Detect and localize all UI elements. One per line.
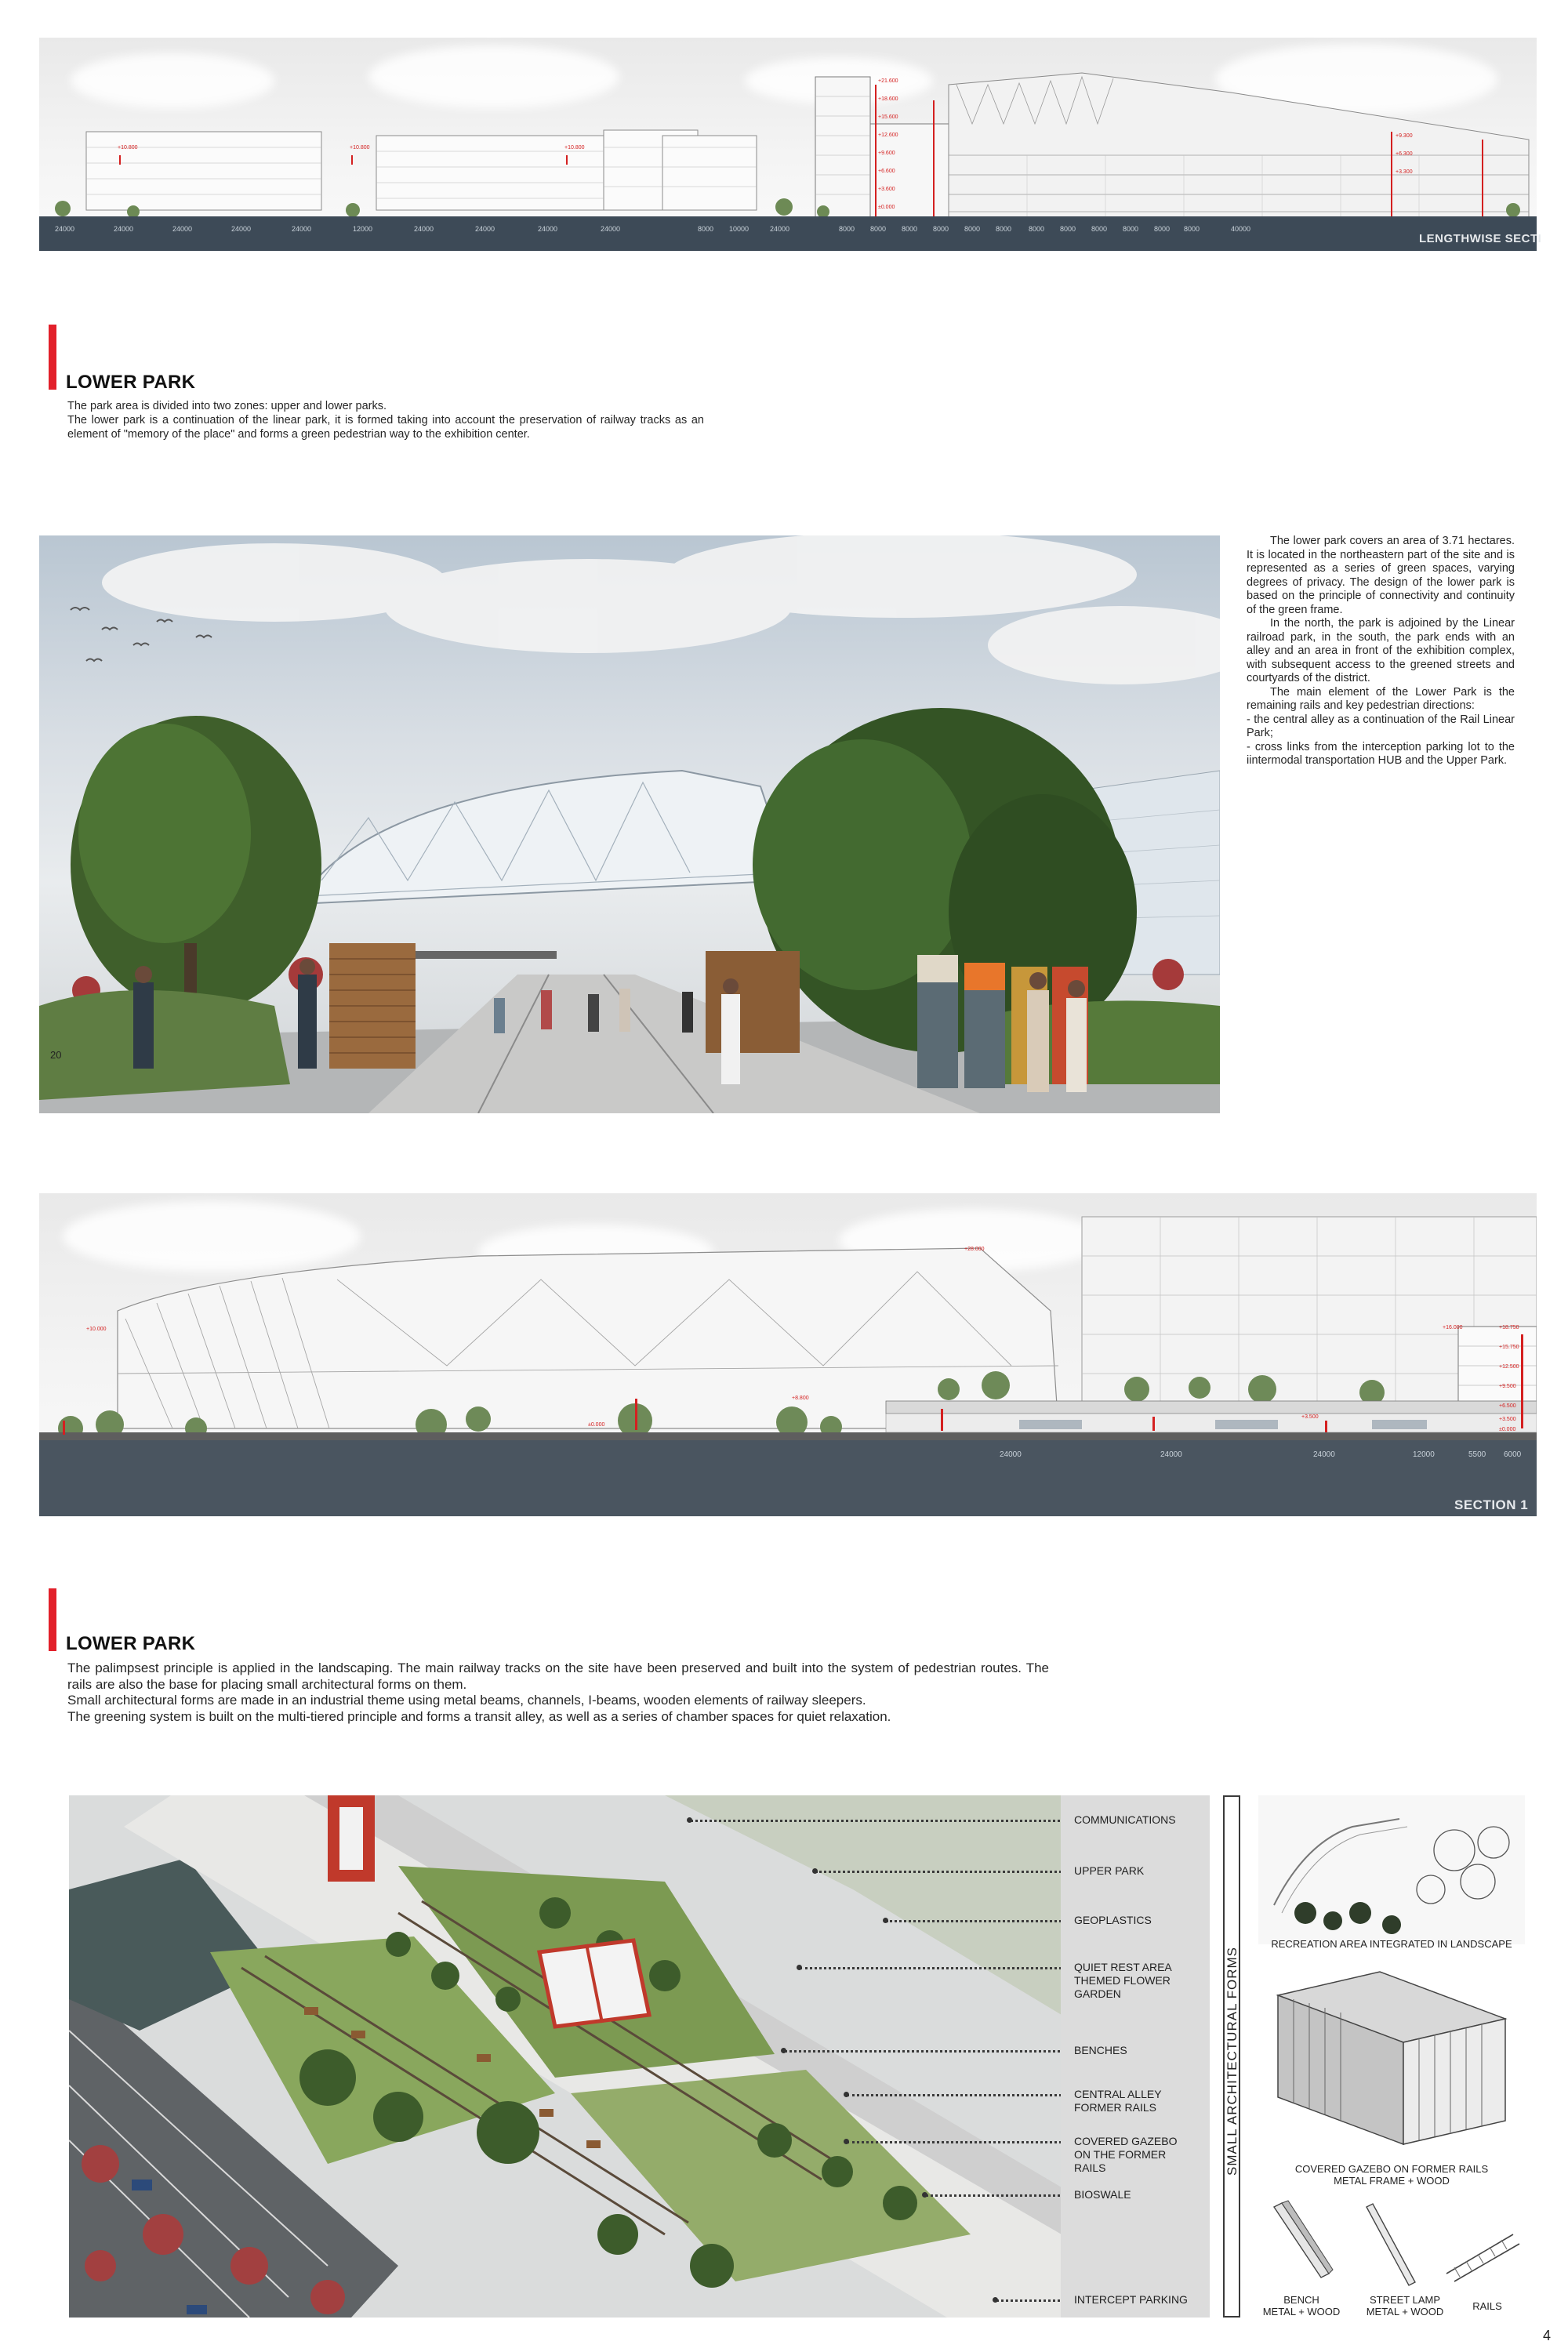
elevation-mark: ±0.000 — [878, 205, 895, 210]
dimension-value: 8000 — [933, 225, 949, 233]
heading-accent-bar — [49, 1588, 56, 1651]
intro-paragraph: The park area is divided into two zones: upper and lower parks. — [67, 400, 387, 412]
section-heading: LOWER PARK — [66, 1633, 196, 1654]
intro-paragraph: The lower park is a continuation of the linear park, it is formed taking into account the preservation of railway tracks as an element of "memory of the place" and forms a green pedestrian way to the exhibition center. — [67, 414, 704, 441]
bench-caption: BENCH METAL + WOOD — [1262, 2294, 1341, 2318]
street-lamp-caption: STREET LAMP METAL + WOOD — [1366, 2294, 1444, 2318]
elevation-mark: +18.750 — [1499, 1325, 1519, 1330]
street-lamp-sketch — [1360, 2199, 1423, 2293]
leader-line — [886, 1920, 1066, 1922]
leader-dot — [844, 2139, 849, 2144]
elevation-mark: +15.750 — [1499, 1345, 1519, 1350]
lower-park-description — [1247, 535, 1515, 768]
page-number: 4 — [1543, 2328, 1552, 2343]
leader-line — [784, 2050, 1066, 2053]
elevation-mark: ±0.000 — [1499, 1427, 1516, 1432]
elevation-mark: +15.600 — [878, 114, 898, 120]
saf-title: SMALL ARCHITECTURAL FORMS — [1225, 1946, 1240, 2176]
elevation-mark: +10.800 — [118, 145, 138, 151]
bench-sketch — [1266, 2199, 1337, 2293]
leader-dot — [687, 1817, 692, 1823]
leader-dot — [993, 2297, 998, 2303]
description-paragraph: - the central alley as a continuation of the Rail Linear Park; — [1247, 713, 1515, 739]
leader-line — [925, 2194, 1066, 2197]
dimension-value: 8000 — [1184, 225, 1200, 233]
dimension-value: 8000 — [1154, 225, 1171, 233]
description-paragraph: The lower park covers an area of 3.71 hectares. It is located in the northeastern part of the site and is represented as a series of green spaces, varying degrees of privacy. The design of the lower park is based on the principle of connectivity and continuity of the green frame. — [1247, 535, 1515, 616]
dimension-value: 24000 — [475, 225, 495, 233]
leader-dot — [797, 1965, 802, 1970]
elevation-mark: +6.600 — [878, 169, 895, 174]
legend-item: QUIET REST AREA THEMED FLOWER GARDEN — [1074, 1961, 1172, 2000]
dimension-value: 8000 — [698, 225, 714, 233]
dimension-value: 24000 — [770, 225, 790, 233]
dimension-value: 8000 — [1060, 225, 1076, 233]
legend-item: COVERED GAZEBO ON THE FORMER RAILS — [1074, 2135, 1178, 2174]
leader-line — [847, 2141, 1066, 2143]
landscaping-paragraph: The palimpsest principle is applied in the landscaping. The main railway tracks on the site have been preserved and built into the system of pedestrian routes. The rails are also the base for placing small architectural forms on them. — [67, 1661, 1049, 1692]
elevation-mark: +3.600 — [878, 187, 895, 192]
legend-item: INTERCEPT PARKING — [1074, 2293, 1188, 2306]
elevation-mark: +9.500 — [1499, 1384, 1516, 1389]
section-caption: LENGTHWISE SECTI — [1419, 232, 1542, 245]
dimension-value: 24000 — [601, 225, 621, 233]
leader-line — [815, 1871, 1066, 1873]
dimension-value: 8000 — [1029, 225, 1045, 233]
elevation-mark: +16.000 — [1443, 1325, 1463, 1330]
axonometric-drawing — [69, 1795, 1062, 2318]
axonometric-plan — [69, 1795, 1062, 2318]
elevation-mark: +6.500 — [1499, 1403, 1516, 1409]
legend-item: GEOPLASTICS — [1074, 1914, 1152, 1926]
dimension-value: 24000 — [292, 225, 312, 233]
dimension-value: 8000 — [996, 225, 1012, 233]
dimension-value: 40000 — [1231, 225, 1251, 233]
elevation-mark: +8.800 — [792, 1396, 809, 1401]
dimension-value: 6000 — [1504, 1450, 1522, 1459]
elevation-mark: +10.000 — [86, 1327, 107, 1332]
elevation-mark: +10.800 — [564, 145, 585, 151]
elevation-mark: +21.600 — [878, 78, 898, 84]
dimension-value: 24000 — [1160, 1450, 1182, 1459]
section-caption: SECTION 1 — [1454, 1497, 1529, 1512]
leader-dot — [812, 1868, 818, 1874]
elevation-mark: +3.300 — [1396, 169, 1413, 175]
legend-item: UPPER PARK — [1074, 1864, 1145, 1877]
landscaping-paragraph: The greening system is built on the multi-tiered principle and forms a transit alley, as well as a series of chamber spaces for quiet relaxation. — [67, 1708, 891, 1724]
dimension-value: 24000 — [1000, 1450, 1022, 1459]
intro-text — [67, 399, 704, 441]
elevation-mark: +28.000 — [964, 1247, 985, 1252]
elevation-mark: +3.500 — [1301, 1414, 1319, 1420]
dimension-value: 12000 — [1413, 1450, 1435, 1459]
leader-dot — [844, 2092, 849, 2097]
legend-item: BIOSWALE — [1074, 2188, 1131, 2201]
dimension-value: 24000 — [1313, 1450, 1335, 1459]
ground-band — [39, 1440, 1537, 1516]
elevation-mark: +3.500 — [1499, 1417, 1516, 1422]
gazebo-caption: COVERED GAZEBO ON FORMER RAILS METAL FRAME + WOOD — [1294, 2163, 1489, 2187]
elevation-mark: +12.500 — [1499, 1364, 1519, 1370]
heading-accent-bar — [49, 325, 56, 390]
description-paragraph: In the north, the park is adjoined by the Linear railroad park, in the south, the park ends with an alley and an area in front of the exhibition complex, with subsequent access to the greened streets and courtyards of the district. — [1247, 617, 1515, 684]
dimension-value: 8000 — [964, 225, 981, 233]
dimension-value: 24000 — [114, 225, 134, 233]
elevation-mark: +6.300 — [1396, 151, 1413, 157]
dimension-value: 5500 — [1468, 1450, 1486, 1459]
legend-item: CENTRAL ALLEY FORMER RAILS — [1074, 2088, 1162, 2114]
dimension-value: 12000 — [353, 225, 373, 233]
rails-caption: RAILS — [1472, 2300, 1502, 2312]
dimension-value: 24000 — [231, 225, 252, 233]
dimension-value: 8000 — [870, 225, 887, 233]
leader-dot — [781, 2048, 786, 2053]
section-1 — [39, 1193, 1537, 1516]
dimension-value: 8000 — [1123, 225, 1139, 233]
elevation-mark: ±0.000 — [588, 1422, 605, 1428]
legend-item: COMMUNICATIONS — [1074, 1813, 1176, 1826]
section-heading: LOWER PARK — [66, 372, 196, 393]
lengthwise-section — [39, 38, 1542, 251]
description-paragraph: - cross links from the interception parking lot to the iintermodal transportation HUB and the Upper Park. — [1247, 740, 1515, 767]
description-paragraph: The main element of the Lower Park is the remaining rails and key pedestrian directions: — [1247, 685, 1515, 712]
elevation-mark: +12.600 — [878, 132, 898, 138]
lower-park-render — [39, 535, 1220, 1113]
dimension-value: 10000 — [729, 225, 750, 233]
leader-line — [690, 1820, 1066, 1822]
ground-band — [39, 216, 1537, 251]
dimension-value: 8000 — [1091, 225, 1108, 233]
dimension-value: 8000 — [839, 225, 855, 233]
leader-dot — [883, 1918, 888, 1923]
dimension-value: 24000 — [414, 225, 434, 233]
recreation-area-sketch — [1258, 1795, 1525, 1944]
leader-dot — [922, 2192, 927, 2198]
elevation-mark: +9.300 — [1396, 133, 1413, 139]
render-corner-label: 20 — [50, 1049, 62, 1061]
render-scene — [39, 535, 1220, 1113]
leader-line — [800, 1967, 1066, 1969]
elevation-mark: +10.800 — [350, 145, 370, 151]
dimension-value: 24000 — [55, 225, 75, 233]
elevation-mark: +18.600 — [878, 96, 898, 102]
landscaping-paragraph: Small architectural forms are made in an industrial theme using metal beams, channels, I-beams, wooden elements of railway sleepers. — [67, 1693, 866, 1708]
leader-line — [996, 2299, 1066, 2302]
landscaping-text — [67, 1661, 1049, 1725]
elevation-mark: +9.600 — [878, 151, 895, 156]
rails-sketch — [1443, 2227, 1521, 2289]
recreation-caption: RECREATION AREA INTEGRATED IN LANDSCAPE — [1271, 1938, 1512, 1950]
gazebo-sketch — [1262, 1964, 1521, 2160]
legend-item: BENCHES — [1074, 2044, 1127, 2056]
dimension-value: 24000 — [172, 225, 193, 233]
dimension-value: 8000 — [902, 225, 918, 233]
leader-line — [847, 2094, 1066, 2096]
dimension-value: 24000 — [538, 225, 558, 233]
